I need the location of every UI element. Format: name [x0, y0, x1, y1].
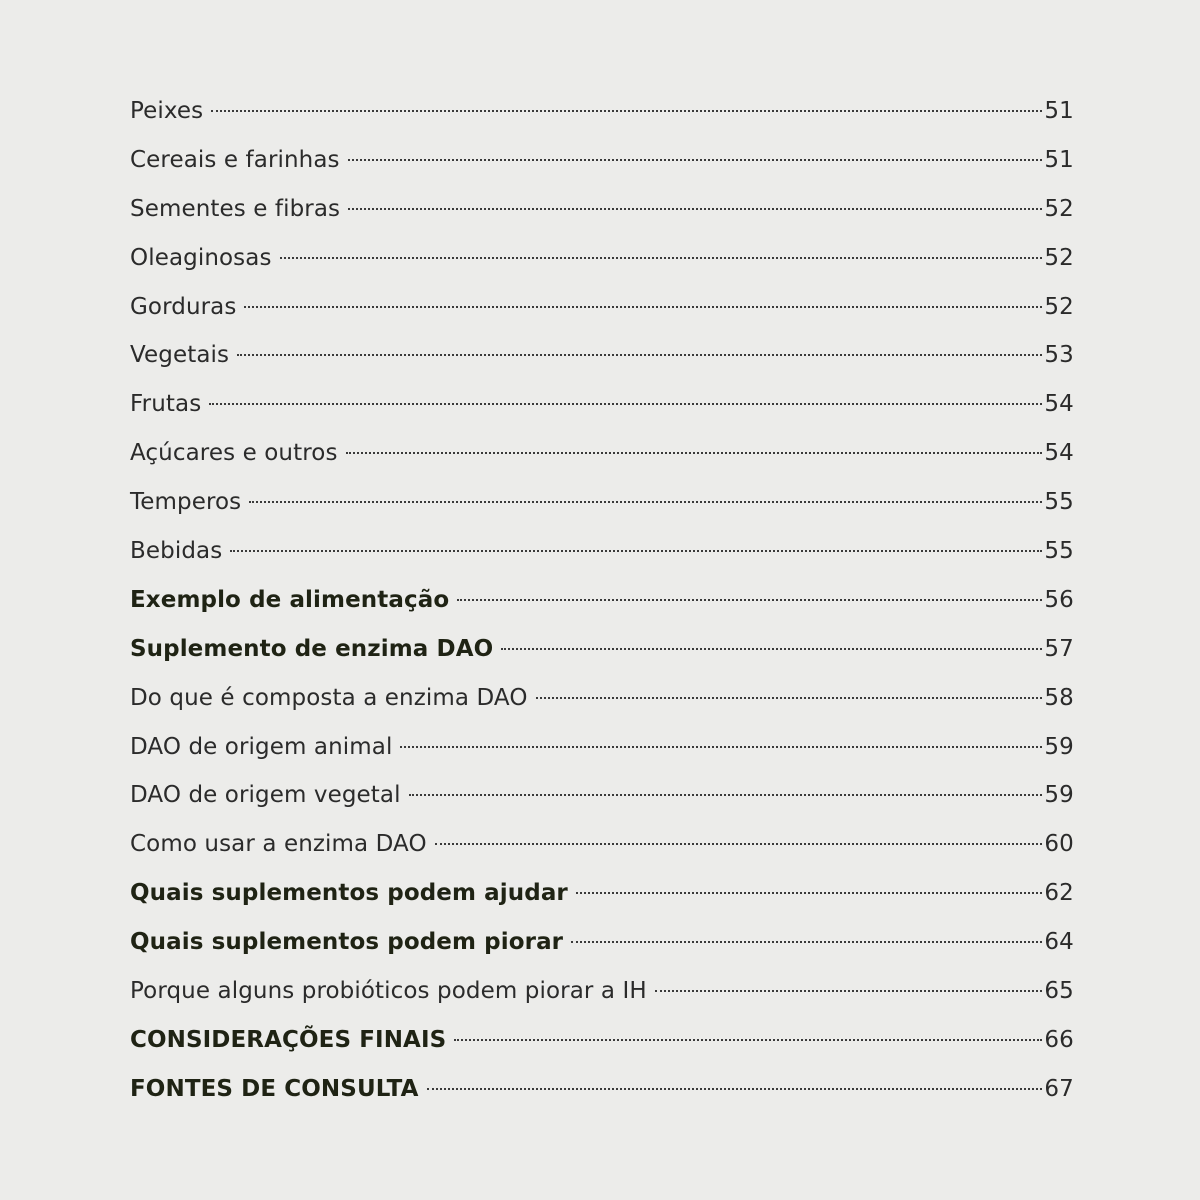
toc-entry[interactable] [130, 625, 1074, 674]
toc-entry-label: CONSIDERAÇÕES FINAIS [130, 1026, 447, 1053]
toc-entry[interactable] [130, 820, 1074, 869]
toc-entry-label: Temperos [130, 489, 242, 516]
toc-entry-page-number: 56 [1044, 586, 1074, 613]
dot-leader [348, 159, 1043, 161]
toc-entry-label: Gorduras [130, 293, 237, 320]
toc-entry-label: Quais suplementos podem piorar [130, 929, 564, 956]
dot-leader [209, 403, 1042, 405]
toc-entry[interactable] [130, 429, 1074, 478]
toc-entry-page-number: 55 [1044, 489, 1074, 516]
dot-leader [454, 1039, 1042, 1041]
toc-entry-page-number: 58 [1044, 684, 1074, 711]
dot-leader [230, 550, 1042, 552]
toc-entry[interactable] [130, 576, 1074, 625]
toc-entry-page-number: 59 [1044, 733, 1074, 760]
toc-entry-page-number: 59 [1044, 782, 1074, 809]
toc-entry-page-number: 57 [1044, 635, 1074, 662]
toc-entry[interactable] [130, 87, 1074, 136]
toc-entry-label: FONTES DE CONSULTA [130, 1075, 419, 1102]
toc-entry-label: Bebidas [130, 538, 223, 565]
dot-leader [348, 208, 1042, 210]
toc-entry[interactable] [130, 674, 1074, 723]
toc-entry-page-number: 67 [1044, 1075, 1074, 1102]
dot-leader [457, 599, 1042, 601]
toc-entry-page-number: 54 [1044, 440, 1074, 467]
toc-entry[interactable] [130, 234, 1074, 283]
dot-leader [409, 794, 1043, 796]
toc-entry-page-number: 55 [1044, 538, 1074, 565]
toc-entry-label: Açúcares e outros [130, 440, 338, 467]
toc-entry[interactable] [130, 136, 1074, 185]
toc-entry-label: Peixes [130, 98, 204, 124]
toc-entry-label: Quais suplementos podem ajudar [130, 880, 568, 907]
dot-leader [427, 1088, 1043, 1090]
toc-entry[interactable] [130, 331, 1074, 380]
toc-entry-label: Frutas [130, 391, 202, 418]
toc-entry-page-number: 65 [1044, 978, 1074, 1005]
toc-entry[interactable] [130, 527, 1074, 576]
dot-leader [400, 746, 1042, 748]
toc-entry-page-number: 52 [1044, 293, 1074, 320]
toc-entry-page-number: 62 [1044, 880, 1074, 907]
toc-entry-page-number: 51 [1044, 146, 1074, 173]
dot-leader [571, 941, 1042, 943]
toc-entry-label: Do que é composta a enzima DAO [130, 684, 528, 711]
toc-entry[interactable] [130, 918, 1074, 967]
toc-entry[interactable] [130, 478, 1074, 527]
toc-entry[interactable] [130, 283, 1074, 332]
dot-leader [280, 257, 1043, 259]
dot-leader [211, 110, 1042, 112]
toc-entry[interactable] [130, 723, 1074, 772]
toc-entry[interactable] [130, 1016, 1074, 1065]
toc-entry-label: Como usar a enzima DAO [130, 831, 427, 858]
toc-entry[interactable] [130, 185, 1074, 234]
dot-leader [501, 648, 1042, 650]
toc-entry-page-number: 60 [1044, 831, 1074, 858]
toc-entry-label: Oleaginosas [130, 244, 272, 271]
toc-entry[interactable] [130, 771, 1074, 820]
toc-entry-label: Porque alguns probióticos podem piorar a IH [130, 978, 647, 1005]
dot-leader [536, 697, 1043, 699]
dot-leader [249, 501, 1042, 503]
toc-entry[interactable] [130, 1065, 1074, 1114]
dot-leader [244, 306, 1042, 308]
toc-entry-page-number: 64 [1044, 929, 1074, 956]
dot-leader [435, 843, 1043, 845]
dot-leader [237, 354, 1042, 356]
table-of-contents [130, 87, 1074, 1114]
toc-entry-page-number: 52 [1044, 244, 1074, 271]
toc-entry-label: Cereais e farinhas [130, 146, 340, 173]
dot-leader [655, 990, 1043, 992]
toc-entry[interactable] [130, 380, 1074, 429]
toc-entry-page-number: 51 [1044, 98, 1074, 124]
toc-entry-label: DAO de origem vegetal [130, 782, 401, 809]
toc-entry-label: Sementes e fibras [130, 195, 341, 222]
dot-leader [576, 892, 1042, 894]
toc-entry-label: DAO de origem animal [130, 733, 393, 760]
toc-entry-label: Vegetais [130, 342, 230, 369]
toc-entry-page-number: 66 [1044, 1026, 1074, 1053]
toc-entry[interactable] [130, 967, 1074, 1016]
dot-leader [346, 452, 1043, 454]
toc-entry-page-number: 53 [1044, 342, 1074, 369]
toc-entry[interactable] [130, 869, 1074, 918]
toc-entry-label: Suplemento de enzima DAO [130, 635, 494, 662]
toc-entry-page-number: 52 [1044, 195, 1074, 222]
toc-entry-page-number: 54 [1044, 391, 1074, 418]
toc-entry-label: Exemplo de alimentação [130, 586, 450, 613]
